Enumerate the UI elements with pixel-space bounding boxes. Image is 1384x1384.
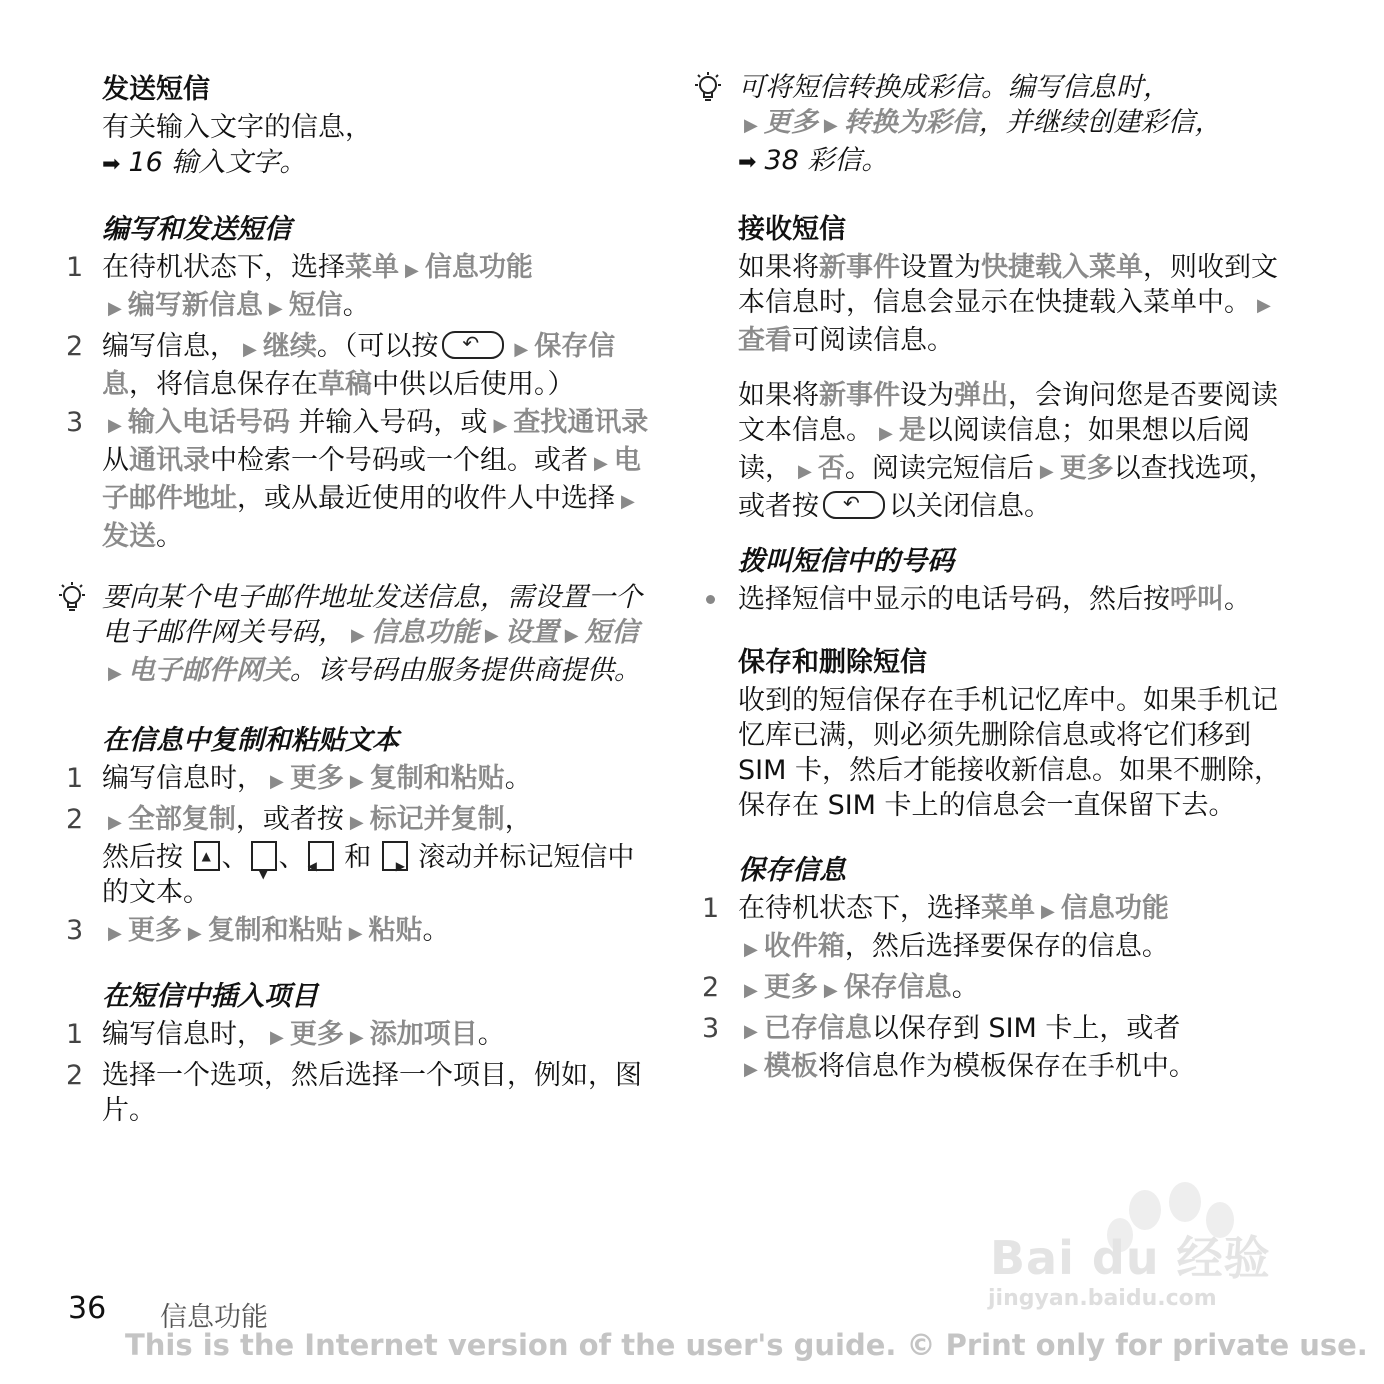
- copy-step-3: 3 ▶ 更多 ▶ 复制和粘贴 ▶ 粘贴。: [66, 915, 450, 946]
- lightbulb-tip-icon: [56, 580, 88, 616]
- save-step-2: 2 ▶ 更多 ▶ 保存信息。: [702, 972, 979, 1003]
- send-ref: 16 输入文字。: [128, 147, 307, 178]
- insert-step-2: 2 选择一个选项，然后选择一个项目，例如，图片。: [66, 1060, 642, 1126]
- menu-step-triangle-icon: ▶: [187, 923, 202, 944]
- call-section: [692, 542, 1302, 617]
- send-title: 发送短信: [102, 74, 210, 105]
- menu-step-triangle-icon: ▶: [270, 1027, 284, 1048]
- bullet-dot-icon: [706, 595, 715, 604]
- call-title: 拨叫短信中的号码: [738, 546, 954, 577]
- menu-step-triangle-icon: ▶: [798, 461, 812, 482]
- menu-step-triangle-icon: ▶: [349, 812, 364, 833]
- copy-step-2: 2 ▶ 全部复制，或者按 ▶ 标记并复制， 然后按 ▲ 、 ▼ 、 ◀ 和 ▶ 滚动并标记短信中的文本。: [66, 804, 635, 908]
- right-column: [692, 70, 1302, 1113]
- menu-step-triangle-icon: ▶: [1257, 295, 1271, 316]
- mms-convert-tip: 可将短信转换成彩信。编写信息时， ▶ 更多 ▶ 转换为彩信，并继续创建彩信， ➡ 38 彩信。: [692, 70, 1302, 180]
- menu-link: 菜单: [345, 252, 399, 283]
- menu-step-triangle-icon: ▶: [744, 115, 758, 136]
- menu-step-triangle-icon: ▶: [348, 923, 363, 944]
- left-column: [56, 70, 656, 1154]
- write-section: [56, 210, 656, 554]
- write-title: 编写和发送短信: [102, 214, 291, 245]
- write-step-3: 3 ▶ 输入电话号码 并输入号码，或 ▶ 查找通讯录从通讯录中检索一个号码或一个组。或者 ▶ 电子邮件地址，或从最近使用的收件人中选择 ▶发送。: [66, 407, 649, 552]
- copy-step-1: 1 编写信息时， ▶ 更多 ▶ 复制和粘贴。: [66, 763, 532, 794]
- call-item: 选择短信中显示的电话号码，然后按呼叫。: [692, 582, 1302, 617]
- watermark-url: jingyan.baidu.com: [988, 1286, 1217, 1311]
- menu-step-triangle-icon: ▶: [108, 923, 122, 944]
- write-step-2: 2 编写信息， ▶ 继续。（可以按↶ ▶ 保存信息，将信息保存在草稿中供以后使用。）: [56, 329, 656, 402]
- lightbulb-tip-icon: [692, 70, 724, 106]
- receive-title: 接收短信: [738, 214, 846, 245]
- menu-step-triangle-icon: ▶: [744, 980, 758, 1001]
- menu-step-triangle-icon: ▶: [349, 771, 364, 792]
- menu-step-triangle-icon: ▶: [879, 423, 893, 444]
- save-section: [692, 851, 1302, 1087]
- email-gateway-tip: 要向某个电子邮件地址发送信息，需设置一个电子邮件网关号码， ▶ 信息功能 ▶ 设置 ▶ 短信▶ 电子邮件网关。该号码由服务提供商提供。: [56, 580, 656, 691]
- menu-step-triangle-icon: ▶: [1039, 461, 1054, 482]
- save-step-3: 3 ▶ 已存信息以保存到 SIM 卡上，或者 ▶ 模板将信息作为模板保存在手机中。: [702, 1013, 1196, 1082]
- arrow-right-icon: ➡: [102, 152, 121, 177]
- arrow-right-icon: ➡: [738, 150, 757, 175]
- page-number: 36: [68, 1291, 107, 1326]
- receive-section: [692, 210, 1302, 524]
- menu-step-triangle-icon: ▶: [108, 812, 122, 833]
- receive-paragraph-2: 如果将新事件设为弹出，会询问您是否要阅读文本信息。 ▶ 是以阅读信息；如果想以后阅读， ▶ 否。阅读完短信后 ▶ 更多以查找选项，或者按↶ 以关闭信息。: [738, 378, 1302, 524]
- menu-step-triangle-icon: ▶: [744, 1021, 758, 1042]
- section-name: 信息功能: [160, 1302, 268, 1333]
- menu-step-triangle-icon: ▶: [823, 980, 838, 1001]
- menu-step-triangle-icon: ▶: [744, 1059, 758, 1080]
- save-step-1: 1 在待机状态下，选择菜单 ▶ 信息功能 ▶ 收件箱，然后选择要保存的信息。: [702, 893, 1169, 962]
- menu-step-triangle-icon: ▶: [1041, 901, 1055, 922]
- copy-title: 在信息中复制和粘贴文本: [102, 725, 399, 756]
- menu-step-triangle-icon: ▶: [108, 663, 122, 684]
- menu-step-triangle-icon: ▶: [594, 453, 608, 474]
- menu-step-triangle-icon: ▶: [744, 939, 758, 960]
- menu-step-triangle-icon: ▶: [405, 260, 419, 281]
- nav-left-key-icon: ◀: [308, 841, 334, 871]
- save-delete-section: [692, 643, 1302, 823]
- menu-step-triangle-icon: ▶: [514, 339, 529, 360]
- menu-step-triangle-icon: ▶: [351, 625, 365, 646]
- menu-step-triangle-icon: ▶: [564, 625, 579, 646]
- save-delete-title: 保存和删除短信: [738, 647, 927, 678]
- copy-section: [56, 721, 656, 951]
- write-step-1: 1 在待机状态下，选择菜单 ▶ 信息功能 ▶ 编写新信息 ▶ 短信。: [66, 252, 533, 321]
- save-title: 保存信息: [738, 855, 846, 886]
- watermark-logo-text: Bai du 经验: [990, 1231, 1271, 1285]
- internet-version-notice: This is the Internet version of the user's guide. © Print only for private use.: [125, 1328, 1368, 1362]
- insert-step-1: 1 编写信息时， ▶ 更多 ▶ 添加项目。: [66, 1019, 505, 1050]
- back-key-icon: [823, 491, 885, 519]
- receive-paragraph-1: 如果将新事件设置为快捷载入菜单，则收到文本信息时，信息会显示在快捷载入菜单中。 ▶查看可阅读信息。: [738, 252, 1278, 356]
- insert-section: [56, 977, 656, 1128]
- menu-step-triangle-icon: ▶: [621, 491, 635, 512]
- menu-step-triangle-icon: ▶: [108, 415, 122, 436]
- menu-step-triangle-icon: ▶: [823, 115, 838, 136]
- menu-step-triangle-icon: ▶: [270, 771, 284, 792]
- save-delete-paragraph: 收到的短信保存在手机记忆库中。如果手机记忆库已满，则必须先删除信息或将它们移到 SIM 卡，然后才能接收新信息。如果不删除，保存在 SIM 卡上的信息会一直保留下去。: [738, 685, 1281, 821]
- menu-step-triangle-icon: ▶: [484, 625, 499, 646]
- send-section: [56, 70, 656, 182]
- back-key-icon: [442, 331, 504, 359]
- menu-step-triangle-icon: ▶: [349, 1027, 364, 1048]
- menu-step-triangle-icon: ▶: [108, 298, 122, 319]
- send-desc: 有关输入文字的信息，: [102, 112, 372, 143]
- nav-up-key-icon: ▲: [194, 841, 220, 871]
- menu-step-triangle-icon: ▶: [243, 339, 257, 360]
- nav-down-key-icon: ▼: [251, 841, 277, 871]
- insert-title: 在短信中插入项目: [102, 981, 318, 1012]
- menu-step-triangle-icon: ▶: [268, 298, 283, 319]
- nav-right-key-icon: ▶: [382, 841, 408, 871]
- menu-step-triangle-icon: ▶: [493, 415, 508, 436]
